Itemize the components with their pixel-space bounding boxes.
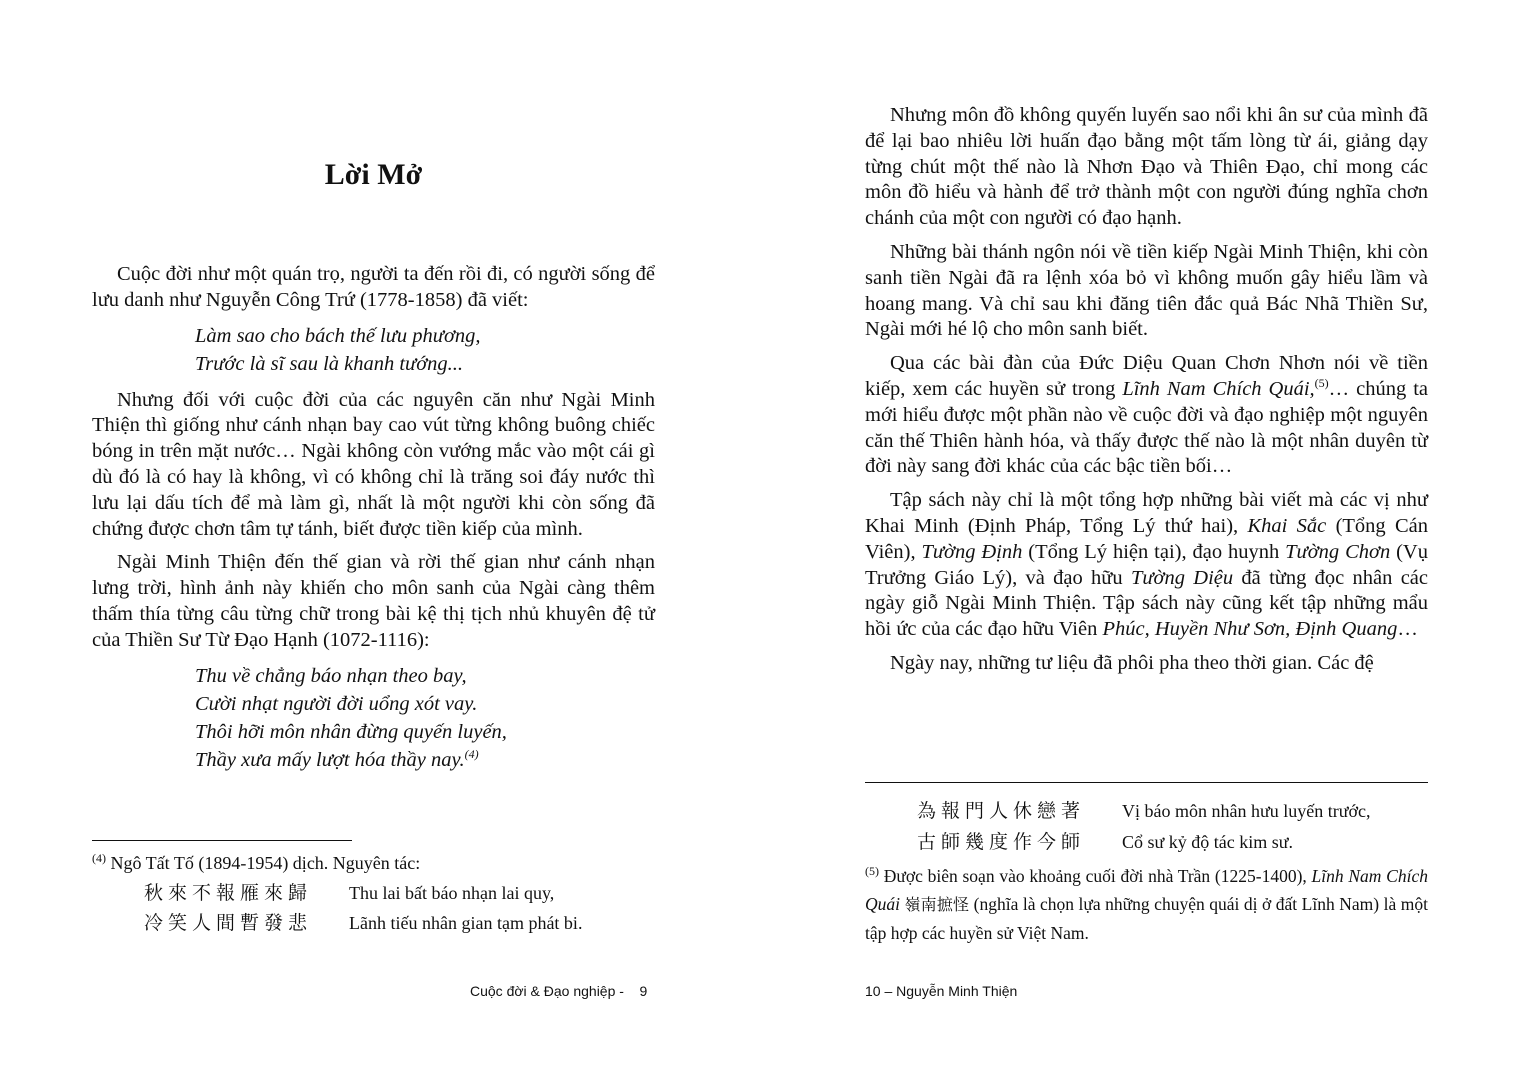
paragraph: Những bài thánh ngôn nói về tiền kiếp Ngài Minh Thiện, khi còn sanh tiền Ngài đã ra lệnh xóa bỏ vì không muốn gây hiểu lầm và hoang mang. Và chỉ sau khi đăng tiên đắc quả Bác Nhã Thiền Sư, Ngài mới hé lộ cho môn sanh biết. (865, 240, 1428, 341)
cjk-text: 秋來不報雁來歸 (144, 882, 313, 904)
footnote (92, 850, 655, 936)
verse-line-text: Thầy xưa mấy lượt hóa thầy nay. (195, 748, 465, 771)
paragraph (865, 351, 1428, 480)
paragraph: Ngài Minh Thiện đến thế gian và rời thế gian như cánh nhạn lưng trời, hình ảnh này khiến cho môn sanh của Ngài càng thêm thấm thía từng câu từng chữ trong bài kệ thị tịch nhủ khuyên đệ tử của Thiền Sư Từ Đạo Hạnh (1072-1116): (92, 551, 655, 651)
book-title: Lĩnh Nam Chích Quái, (1122, 377, 1315, 400)
footnote-divider (865, 782, 1428, 783)
verse-block (195, 662, 655, 774)
paragraph: Nhưng đối với cuộc đời của các nguyên căn như Ngài Minh Thiện thì giống như cánh nhạn bay cao vút từng không buông chiếc bóng in trên mặt nước… Ngài không còn vướng mắc vào một cái gì dù đó là có hay là không, vì có không chỉ là trăng soi đáy nước thì lưu lại dấu tích để mà làm gì, nhất là một người khi còn sống đã chứng được chơn tâm tự tánh, biết được tiền kiếp của mình. (92, 388, 655, 540)
text-run: Qua các bài đàn của Đức Diệu Quan Chơn Nhơn nói về tiền kiếp, xem các huyền sử trong (865, 352, 1428, 400)
viet-text: Cổ sư kỷ độ tác kim sư. (1122, 832, 1294, 852)
paragraph: Cuộc đời như một quán trọ, người ta đến rồi đi, có người sống để lưu danh như Nguyễn Công Trứ (1778-1858) đã viết: (92, 263, 655, 311)
text-run: (Tổng Cán Viên), (865, 514, 1429, 563)
cjk-text: 冷笑人間暫發悲 (144, 912, 313, 934)
footnote-row (144, 910, 655, 936)
left-body (92, 262, 655, 784)
page-footer-right: 10 – Nguyễn Minh Thiện (865, 983, 1018, 999)
verse-line: Thôi hỡi môn nhân đừng quyến luyến, (195, 720, 507, 743)
verse-line: Trước là sĩ sau là khanh tướng... (195, 352, 464, 375)
footnote (865, 798, 1428, 947)
name-italic: Tường Chơn (1285, 540, 1391, 563)
footnote-row (917, 829, 1428, 860)
footnote-divider (92, 840, 352, 841)
footnote-marker: (4) (92, 851, 106, 865)
text-run: đã từng đọc nhân các ngày giỗ Ngài Minh Thiện. Tập sách này cũng kết tập những mẩu hồi ức của các đạo hữu Viên (865, 566, 1428, 641)
name-italic: Tường Diệu (1130, 566, 1234, 589)
footnote-ref[interactable]: (4) (464, 746, 479, 761)
verse-line: Cười nhạt người đời uổng xót vay. (195, 692, 478, 715)
footnote-marker: (5) (865, 864, 879, 879)
text-run: … (1397, 618, 1418, 641)
footnote-ref[interactable]: (5) (1314, 376, 1329, 391)
verse-block (195, 322, 655, 378)
cjk-text: 古師幾度作今師 (917, 831, 1086, 853)
viet-text: Vị báo môn nhân hưu luyến trước, (1122, 801, 1371, 821)
name-italic: Phúc, Huyền Như Sơn, Định Quang (1102, 618, 1398, 641)
right-body (865, 103, 1428, 685)
viet-text: Lãnh tiếu nhân gian tạm phát bi. (349, 913, 583, 933)
page-footer-left: Cuộc đời & Đạo nghiệp - 9 (470, 983, 648, 999)
footnote-line (92, 850, 655, 876)
cjk-text: 嶺南摭怪 (904, 895, 970, 914)
text-run: … chúng ta mới hiểu được một phần nào về cuộc đời và đạo nghiệp một nguyên căn thế Thiên hành hóa, và thấy được thế nào là một nhân duyên từ đời này sang đời khác của các bậc tiền bối… (865, 377, 1428, 478)
paragraph: Ngày nay, những tư liệu đã phôi pha theo thời gian. Các đệ (890, 651, 1374, 674)
verse-line: Làm sao cho bách thế lưu phương, (195, 324, 481, 347)
paragraph: Nhưng môn đồ không quyến luyến sao nổi khi ân sư của mình đã để lại bao nhiêu lời huấn đạo bằng một tấm lòng từ ái, giảng dạy từng chút một thế nào là Nhơn Đạo và Thiên Đạo, chỉ mong các môn đồ hiểu và hành để trở thành một con người đúng nghĩa chơn chánh của một con người có đạo hạnh. (865, 104, 1428, 230)
footnote-5 (865, 862, 1428, 947)
viet-text: Thu lai bất báo nhạn lai quy, (349, 883, 555, 903)
text-run: (Tổng Lý hiện tại), đạo huynh (1022, 540, 1286, 563)
footnote-row (917, 798, 1428, 829)
name-italic: Khai Sắc (1247, 514, 1327, 537)
paragraph (865, 488, 1428, 643)
footnote-row (144, 880, 655, 906)
page-title: Lời Mở (324, 158, 423, 191)
verse-line (195, 746, 655, 774)
text-run: Được biên soạn vào khoảng cuối đời nhà Trần (1225-1400), (879, 866, 1312, 886)
cjk-text: 為報門人休戀著 (917, 800, 1086, 822)
text-run: Tập sách này chỉ là một tổng hợp những bài viết mà các vị như Khai Minh (Định Pháp, Tổng Lý thứ hai), (865, 489, 1428, 537)
name-italic: Tường Định (921, 540, 1023, 563)
book-title: Lĩnh Nam Chích Quái (865, 866, 1428, 914)
footnote-text: Ngô Tất Tố (1894-1954) dịch. Nguyên tác: (110, 853, 421, 873)
verse-line: Thu về chẳng báo nhạn theo bay, (195, 664, 467, 687)
text-run: (nghĩa là chọn lựa những chuyện quái dị ở đất Lĩnh Nam) là một tập hợp các huyền sử Việt Nam. (865, 894, 1428, 943)
text-run: (Vụ Trưởng Giáo Lý), và đạo hữu (865, 540, 1428, 589)
